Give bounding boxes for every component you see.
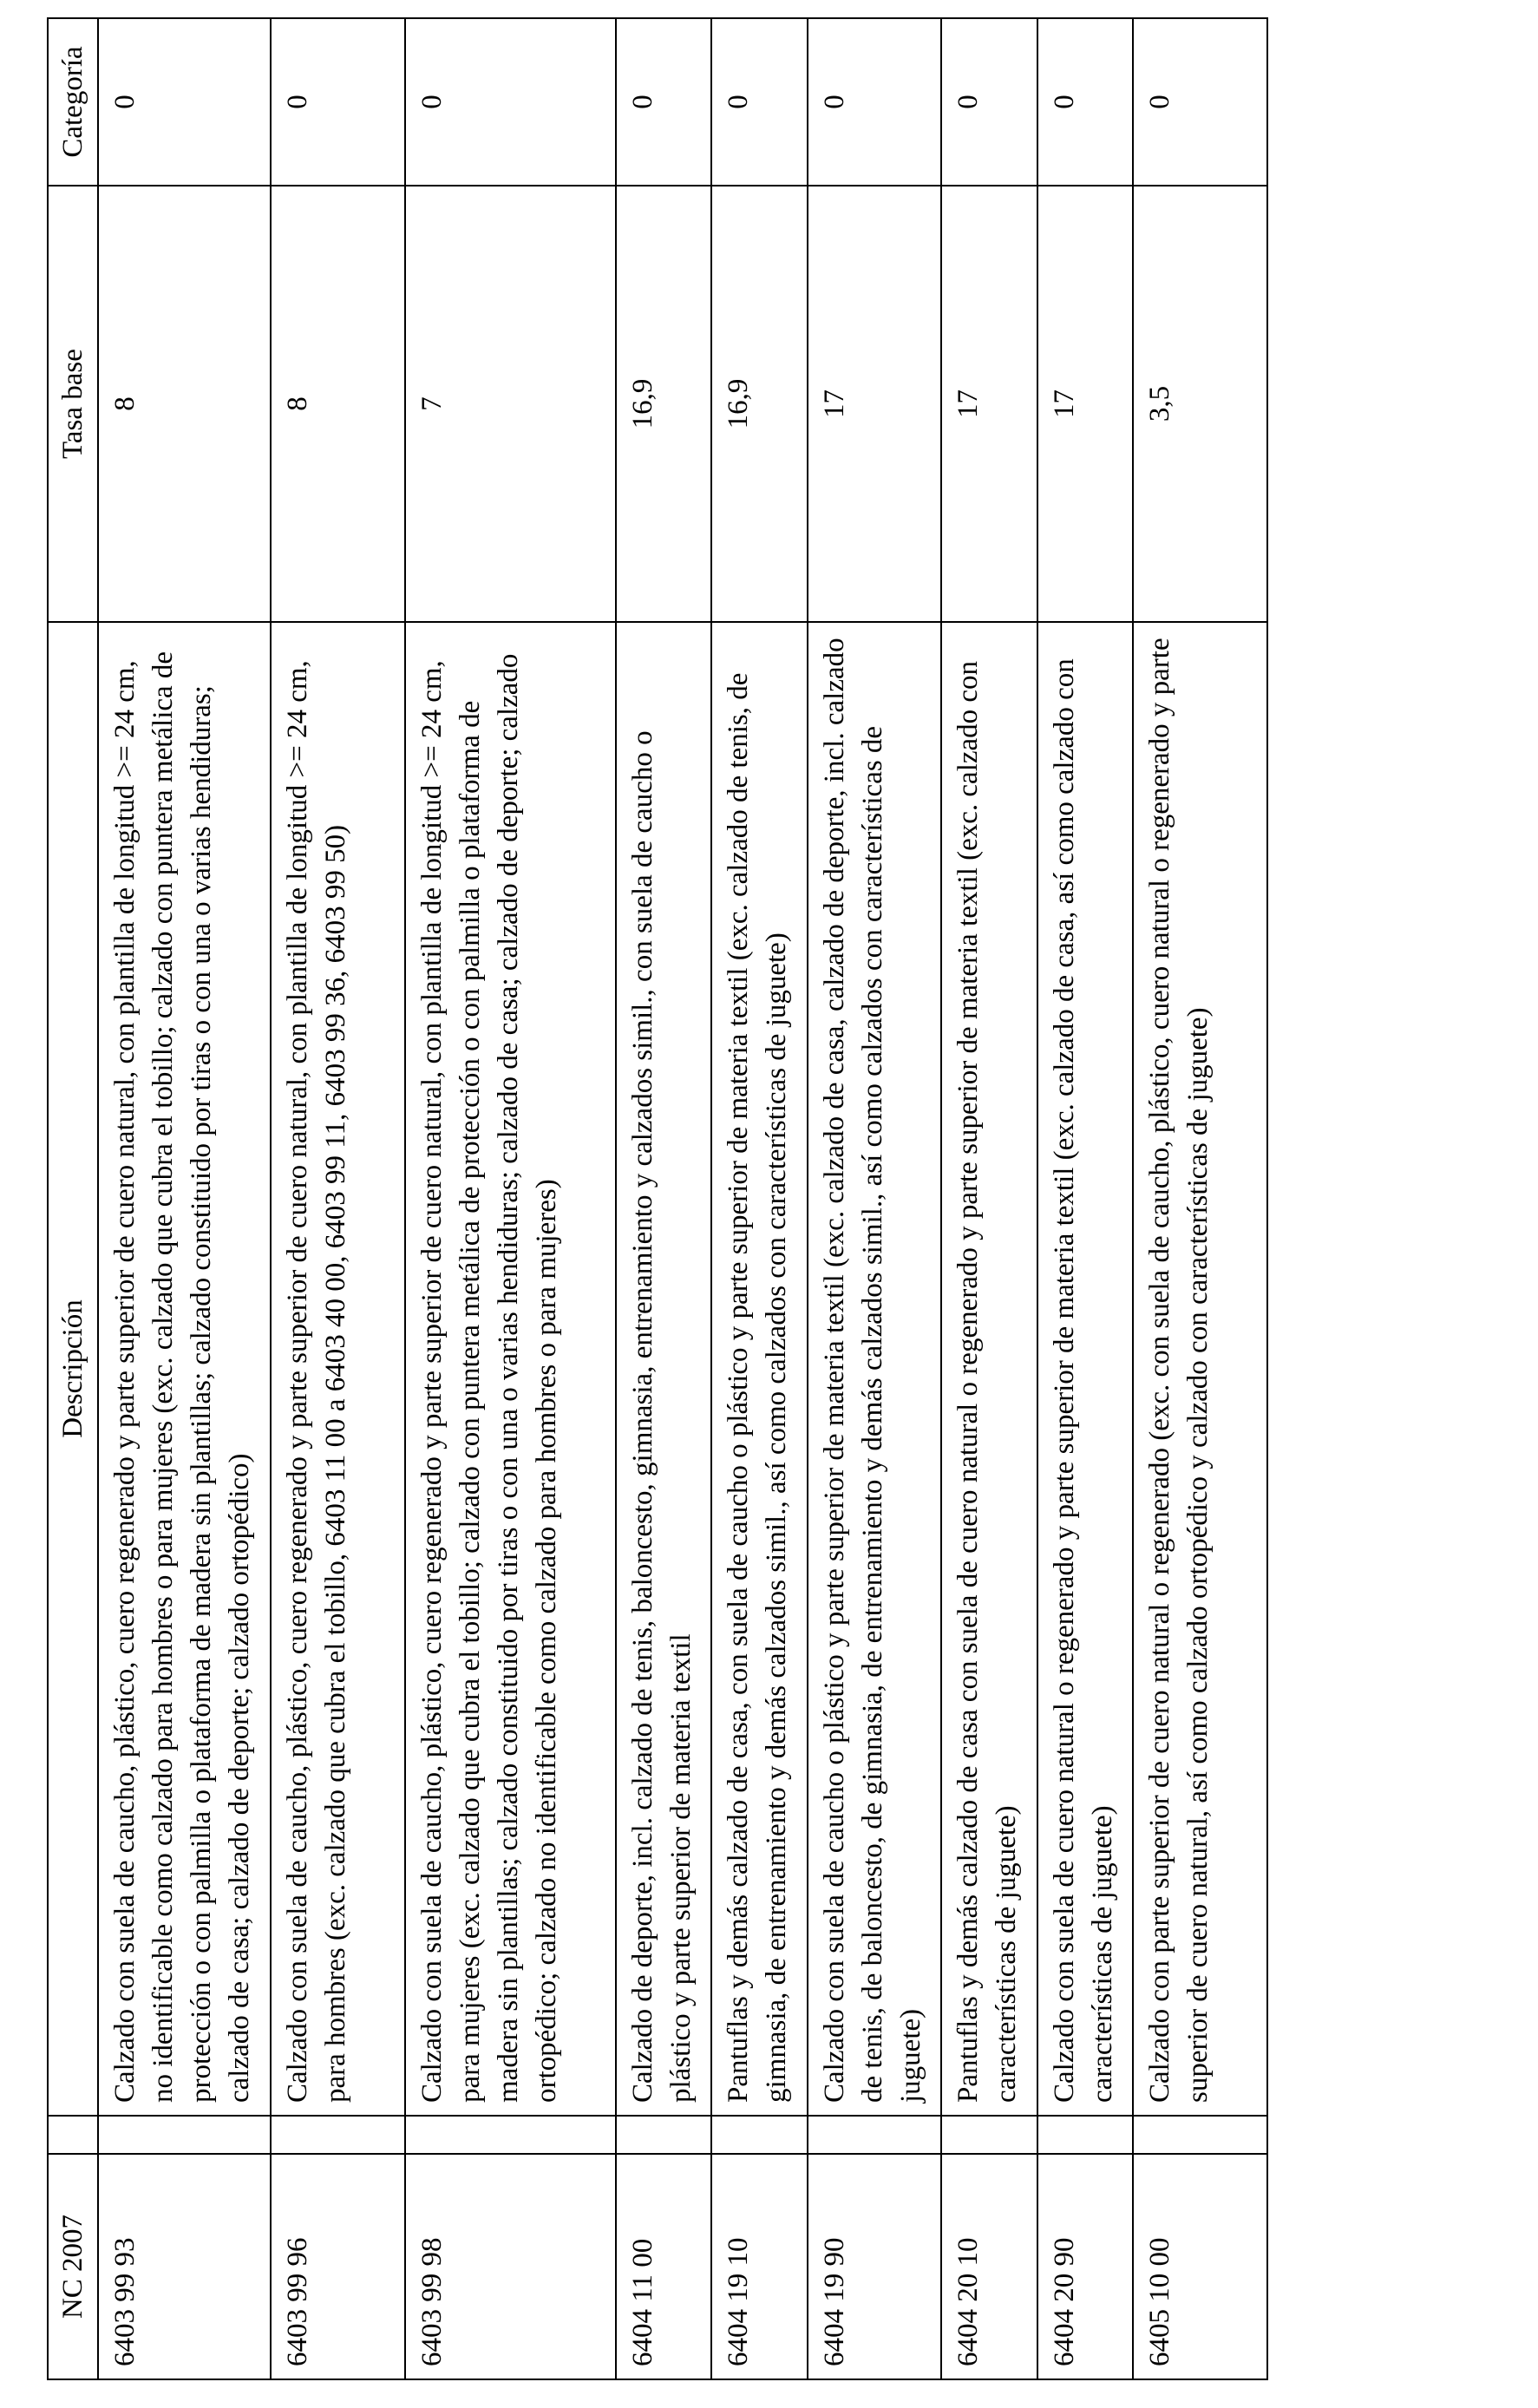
cell-description: Calzado con suela de cuero natural o regenerado y parte superior de materia textil (exc. calzado de casa, así como calzado con características de juguete)	[1037, 622, 1133, 2116]
cell-category: 0	[98, 18, 271, 186]
cell-category: 0	[1133, 18, 1267, 186]
cell-rate: 16,9	[616, 186, 711, 622]
cell-category: 0	[808, 18, 942, 186]
cell-rate: 8	[271, 186, 405, 622]
cell-code: 6403 99 93	[98, 2154, 271, 2379]
cell-code: 6404 20 10	[941, 2154, 1037, 2379]
tariff-table-rotated	[47, 19, 1268, 2380]
cell-category: 0	[1037, 18, 1133, 186]
table-row	[941, 18, 1037, 2379]
cell-code: 6404 19 90	[808, 2154, 942, 2379]
cell-gap	[98, 2116, 271, 2154]
cell-gap	[941, 2116, 1037, 2154]
cell-gap	[711, 2116, 807, 2154]
cell-category: 0	[711, 18, 807, 186]
cell-category: 0	[405, 18, 616, 186]
header-description: Descripción	[48, 622, 98, 2116]
table-row	[1133, 18, 1267, 2379]
cell-description: Calzado con suela de caucho, plástico, cuero regenerado y parte superior de cuero natural, con plantilla de longitud >= 24 cm, no identificable como calzado para hombres o para mujeres (exc. calzado que cubra el tobillo; calzado con puntera metálica de protección o con palmilla o plataforma de madera sin plantillas; calzado constituido por tiras o con una o varias hendiduras; calzado de casa; calzado de deporte; calzado ortopédico)	[98, 622, 271, 2116]
cell-code: 6403 99 98	[405, 2154, 616, 2379]
cell-rate: 16,9	[711, 186, 807, 622]
cell-description: Calzado con suela de caucho o plástico y parte superior de materia textil (exc. calzado de casa, calzado de deporte, incl. calzado de tenis, de baloncesto, de gimnasia, de entrenamiento y demás calzados simil., así como calzados con características de juguete)	[808, 622, 942, 2116]
cell-rate: 17	[808, 186, 942, 622]
header-code: NC 2007	[48, 2154, 98, 2379]
cell-description: Calzado con suela de caucho, plástico, cuero regenerado y parte superior de cuero natural, con plantilla de longitud >= 24 cm, para hombres (exc. calzado que cubra el tobillo, 6403 11 00 a 6403 40 00, 6403 99 11, 6403 99 36, 6403 99 50)	[271, 622, 405, 2116]
cell-rate: 3,5	[1133, 186, 1267, 622]
table-row	[98, 18, 271, 2379]
table-row	[271, 18, 405, 2379]
table-row	[711, 18, 807, 2379]
cell-gap	[616, 2116, 711, 2154]
cell-category: 0	[616, 18, 711, 186]
cell-code: 6405 10 00	[1133, 2154, 1267, 2379]
header-category: Categoría	[48, 18, 98, 186]
table-header-row	[48, 18, 98, 2379]
cell-description: Calzado con parte superior de cuero natural o regenerado (exc. con suela de caucho, plástico, cuero natural o regenerado y parte superior de cuero natural, así como calzado ortopédico y calzado con características de juguete)	[1133, 622, 1267, 2116]
cell-code: 6403 99 96	[271, 2154, 405, 2379]
cell-category: 0	[271, 18, 405, 186]
cell-category: 0	[941, 18, 1037, 186]
cell-code: 6404 20 90	[1037, 2154, 1133, 2379]
cell-description: Calzado de deporte, incl. calzado de tenis, baloncesto, gimnasia, entrenamiento y calzados simil., con suela de caucho o plástico y parte superior de materia textil	[616, 622, 711, 2116]
cell-gap	[1037, 2116, 1133, 2154]
header-rate: Tasa base	[48, 186, 98, 622]
cell-rate: 17	[941, 186, 1037, 622]
header-gap	[48, 2116, 98, 2154]
table-row	[1037, 18, 1133, 2379]
cell-code: 6404 19 10	[711, 2154, 807, 2379]
cell-gap	[808, 2116, 942, 2154]
cell-description: Calzado con suela de caucho, plástico, cuero regenerado y parte superior de cuero natural, con plantilla de longitud >= 24 cm, para mujeres (exc. calzado que cubra el tobillo; calzado con puntera metálica de protección o con palmilla o plataforma de madera sin plantillas; calzado constituido por tiras o con una o varias hendiduras; calzado de casa; calzado de deporte; calzado ortopédico; calzado no identificable como calzado para hombres o para mujeres)	[405, 622, 616, 2116]
cell-rate: 7	[405, 186, 616, 622]
cell-rate: 17	[1037, 186, 1133, 622]
tariff-table	[47, 17, 1268, 2380]
cell-gap	[1133, 2116, 1267, 2154]
table-row	[616, 18, 711, 2379]
cell-rate: 8	[98, 186, 271, 622]
table-row	[808, 18, 942, 2379]
cell-code: 6404 11 00	[616, 2154, 711, 2379]
table-row	[405, 18, 616, 2379]
cell-description: Pantuflas y demás calzado de casa, con suela de caucho o plástico y parte superior de materia textil (exc. calzado de tenis, de gimnasia, de entrenamiento y demás calzados simil., así como calzados con características de juguete)	[711, 622, 807, 2116]
cell-description: Pantuflas y demás calzado de casa con suela de cuero natural o regenerado y parte superior de materia textil (exc. calzado con características de juguete)	[941, 622, 1037, 2116]
cell-gap	[405, 2116, 616, 2154]
cell-gap	[271, 2116, 405, 2154]
